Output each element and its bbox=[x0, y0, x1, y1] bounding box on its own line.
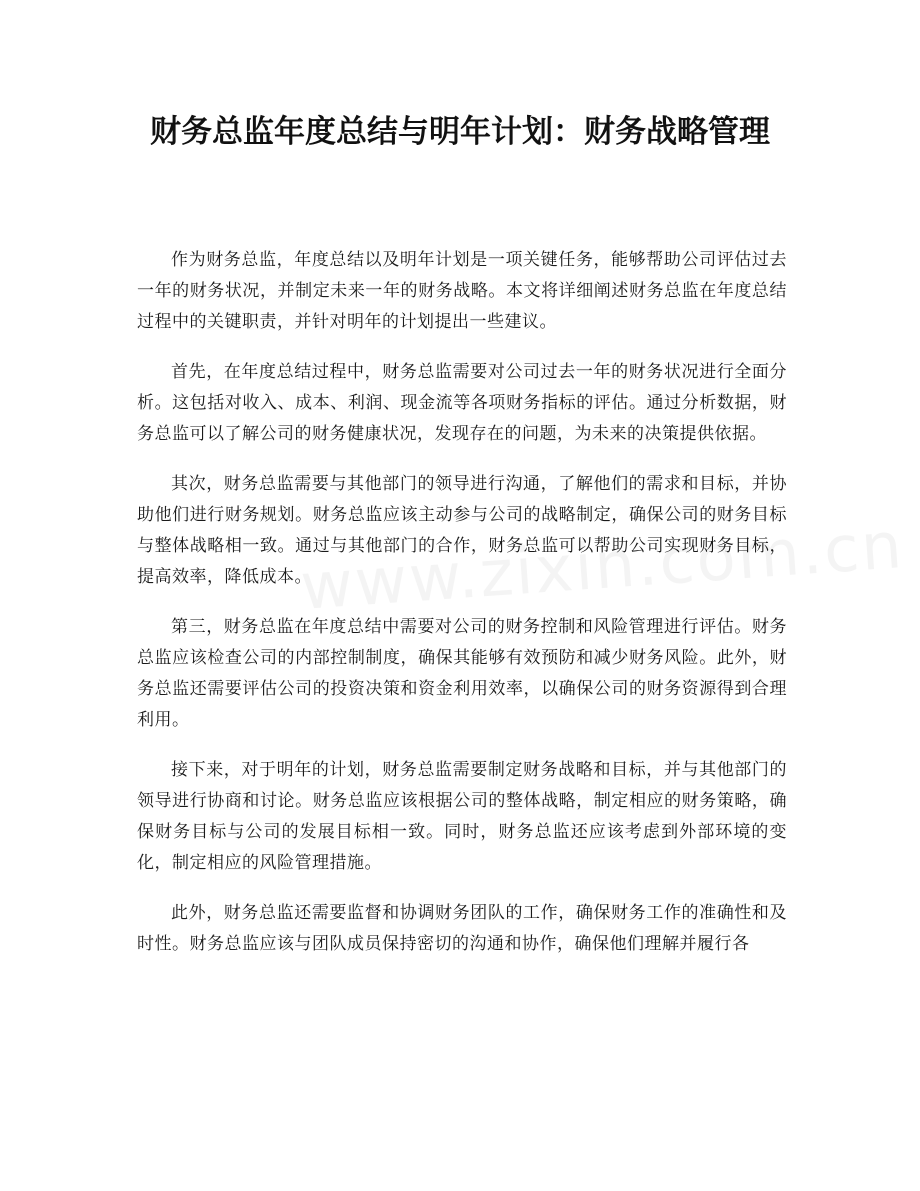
paragraph-third: 第三，财务总监在年度总结中需要对公司的财务控制和风险管理进行评估。财务总监应该检查公司的内部控制制度，确保其能够有效预防和减少财务风险。此外，财务总监还需要评估公司的投资决策和资金利用效率，以确保公司的财务资源得到合理利用。 bbox=[137, 617, 787, 730]
document-title: 财务总监年度总结与明年计划：财务战略管理 bbox=[150, 114, 770, 150]
paragraph-second: 其次，财务总监需要与其他部门的领导进行沟通，了解他们的需求和目标，并协助他们进行财务规划。财务总监应该主动参与公司的战略制定，确保公司的财务目标与整体战略相一致。通过与其他部门的合作，财务总监可以帮助公司实现财务目标，提高效率，降低成本。 bbox=[137, 474, 787, 587]
paragraph-first: 首先，在年度总结过程中，财务总监需要对公司过去一年的财务状况进行全面分析。这包括对收入、成本、利润、现金流等各项财务指标的评估。通过分析数据，财务总监可以了解公司的财务健康状况，发现存在的问题，为未来的决策提供依据。 bbox=[137, 362, 787, 444]
paragraph-next: 接下来，对于明年的计划，财务总监需要制定财务战略和目标，并与其他部门的领导进行协商和讨论。财务总监应该根据公司的整体战略，制定相应的财务策略，确保财务目标与公司的发展目标相一致。同时，财务总监还应该考虑到外部环境的变化，制定相应的风险管理措施。 bbox=[137, 760, 787, 873]
document-body bbox=[137, 245, 787, 979]
paragraph-additional: 此外，财务总监还需要监督和协调财务团队的工作，确保财务工作的准确性和及时性。财务总监应该与团队成员保持密切的沟通和协作，确保他们理解并履行各 bbox=[137, 903, 787, 954]
paragraph-intro: 作为财务总监，年度总结以及明年计划是一项关键任务，能够帮助公司评估过去一年的财务状况，并制定未来一年的财务战略。本文将详细阐述财务总监在年度总结过程中的关键职责，并针对明年的计划提出一些建议。 bbox=[137, 250, 787, 332]
